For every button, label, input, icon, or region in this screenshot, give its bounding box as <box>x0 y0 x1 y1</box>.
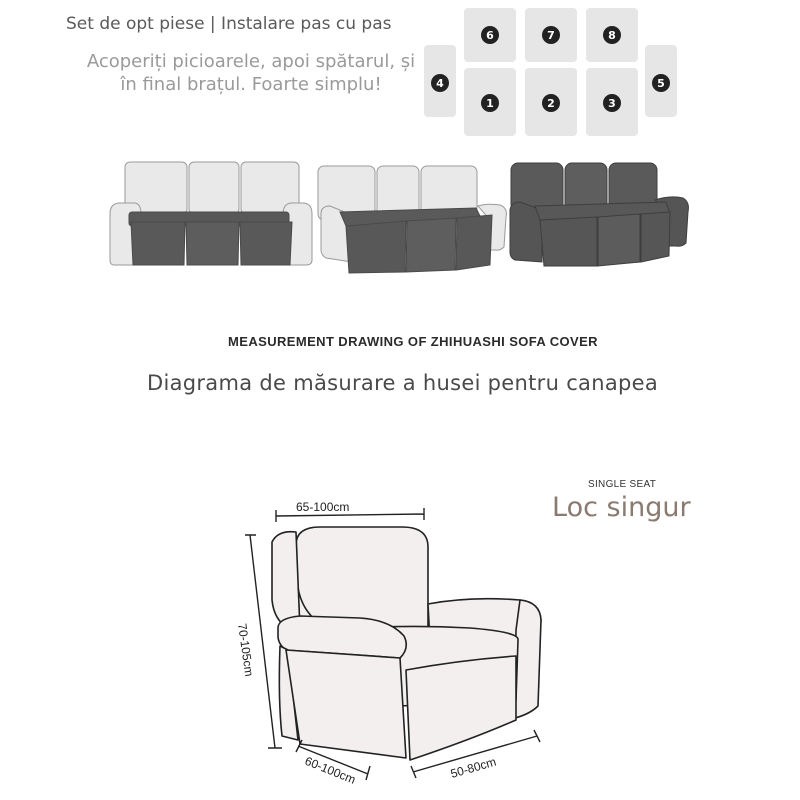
installation-title: Set de opt piese | Instalare pas cu pas <box>66 14 392 34</box>
piece-5 <box>645 45 677 117</box>
single-seat-label-ro: Loc singur <box>552 492 691 523</box>
piece-label: 6 <box>486 29 494 42</box>
dimension-width-label: 65-100cm <box>296 500 350 514</box>
piece-label: 1 <box>486 97 494 110</box>
measurement-title-ro: Diagrama de măsurare a husei pentru canapea <box>146 371 659 395</box>
piece-3 <box>586 68 638 136</box>
piece-4 <box>424 45 456 117</box>
piece-label: 8 <box>608 29 616 42</box>
sofa-step-2 <box>318 166 506 273</box>
piece-label: 2 <box>547 97 555 110</box>
piece-label: 4 <box>436 77 444 90</box>
piece-label: 3 <box>608 97 616 110</box>
dimension-depth-right-label: 50-80cm <box>448 754 498 781</box>
sofa-step-1 <box>110 162 312 265</box>
sofa-step-3 <box>510 163 688 266</box>
piece-label: 5 <box>657 77 665 90</box>
piece-8 <box>586 8 638 62</box>
dimension-height-label: 70-105cm <box>235 622 257 678</box>
single-seat-label-en: SINGLE SEAT <box>588 479 657 490</box>
piece-6 <box>464 8 516 62</box>
measurement-title-en: MEASUREMENT DRAWING OF ZHIHUASHI SOFA COVER <box>228 334 598 349</box>
piece-7 <box>525 8 577 62</box>
installation-description: Acoperiți picioarele, apoi spătarul, și în final brațul. Foarte simplu! <box>86 51 416 95</box>
recliner-drawing <box>272 527 541 760</box>
single-seat-measurement-diagram <box>230 490 560 790</box>
installation-steps-illustration <box>0 150 800 280</box>
piece-1 <box>464 68 516 136</box>
dimension-depth-left-label: 60-100cm <box>302 753 358 787</box>
piece-label: 7 <box>547 29 555 42</box>
piece-2 <box>525 68 577 136</box>
pieces-layout-diagram <box>420 5 690 140</box>
